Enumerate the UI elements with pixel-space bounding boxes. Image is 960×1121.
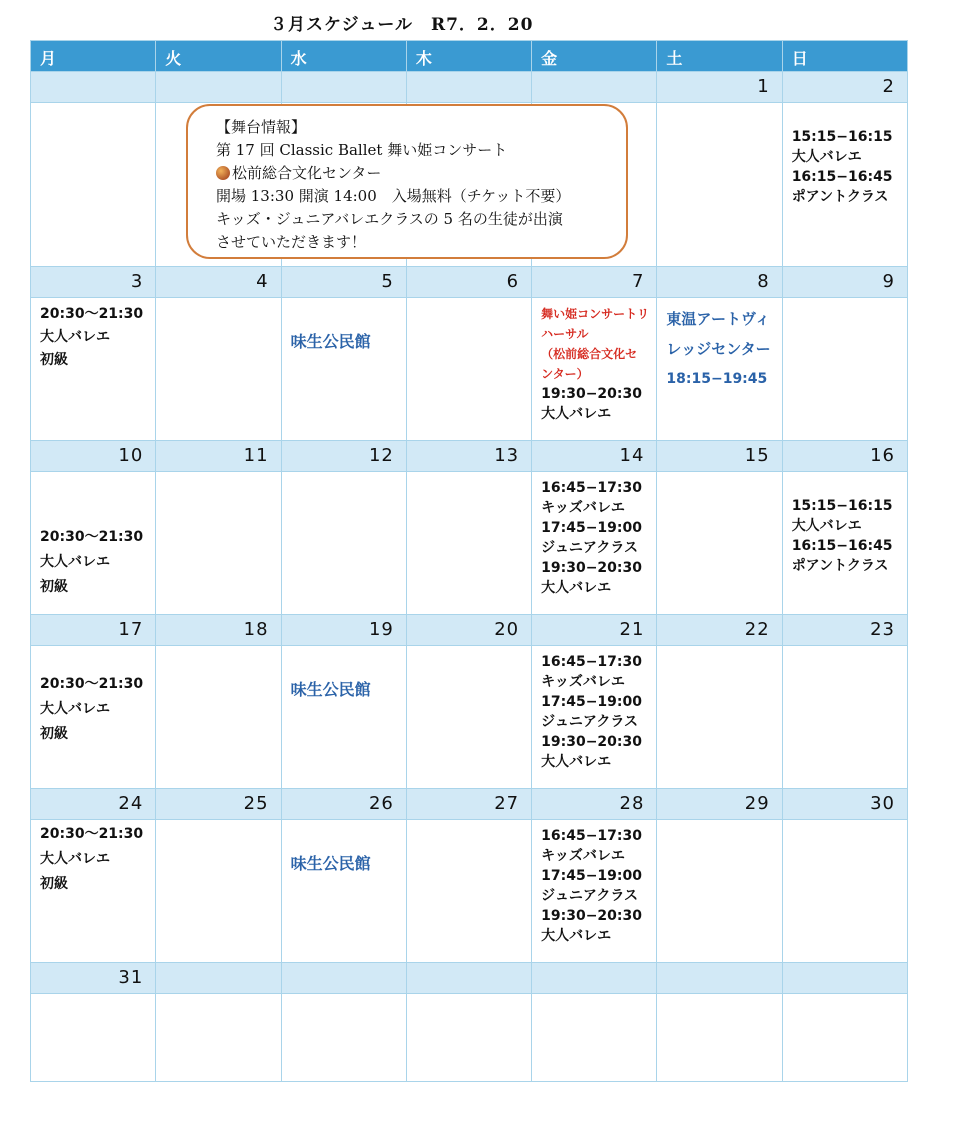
callout-venue: 松前総合文化センター: [232, 164, 382, 182]
date-row: [31, 441, 908, 472]
schedule-line: 舞い姫コンサートリ: [541, 307, 650, 321]
day-cell: [783, 472, 908, 615]
date-number: 25: [156, 789, 281, 820]
date-number: [282, 963, 407, 994]
date-number: 26: [282, 789, 407, 820]
weekday-wed: 水: [282, 41, 407, 72]
day-cell: [282, 646, 407, 789]
day-cell: [657, 646, 782, 789]
date-number: [532, 963, 657, 994]
schedule-line: レッジセンター: [666, 340, 771, 358]
schedule-line: 15:15−16:15: [791, 129, 893, 145]
date-number: [783, 963, 908, 994]
date-number: 24: [31, 789, 156, 820]
schedule-line: 18:15−19:45: [666, 371, 768, 387]
schedule-line: 大人バレエ: [40, 701, 110, 717]
schedule-line: 19:30−20:30: [541, 734, 642, 750]
schedule-line: 16:15−16:45: [791, 169, 893, 185]
schedule-line: 15:15−16:15: [791, 498, 893, 514]
day-cell: [31, 298, 156, 441]
schedule-row: [31, 298, 908, 441]
day-cell: [532, 472, 657, 615]
date-number: [156, 963, 281, 994]
day-cell: [282, 820, 407, 963]
date-number: [532, 72, 657, 103]
schedule-line: 19:30−20:30: [541, 560, 642, 576]
weekday-sun: 日: [783, 41, 908, 72]
globe-icon: [216, 166, 230, 180]
day-cell: [156, 472, 281, 615]
date-number: 1: [657, 72, 782, 103]
schedule-line: 大人バレエ: [541, 406, 612, 422]
date-row: [31, 267, 908, 298]
date-number: [657, 963, 782, 994]
date-number: 3: [31, 267, 156, 298]
schedule-row: [31, 646, 908, 789]
schedule-line: ジュニアクラス: [541, 888, 639, 904]
schedule-line: 初級: [40, 876, 68, 892]
day-cell: [31, 820, 156, 963]
day-cell: [156, 298, 281, 441]
schedule-line: 東温アートヴィ: [666, 310, 771, 328]
weekday-fri: 金: [532, 41, 657, 72]
schedule-line: ポアントクラス: [791, 558, 889, 574]
day-cell: [783, 820, 908, 963]
day-cell: [532, 994, 657, 1082]
date-number: 12: [282, 441, 407, 472]
weekday-sat: 土: [657, 41, 782, 72]
day-cell: [31, 994, 156, 1082]
callout-closing: させていただきます！: [216, 233, 367, 251]
stage-info-callout: [186, 104, 628, 259]
weekday-thu: 木: [407, 41, 532, 72]
schedule-row: [31, 472, 908, 615]
date-number: 18: [156, 615, 281, 646]
date-number: 22: [657, 615, 782, 646]
schedule-line: 20:30〜21:30: [40, 826, 144, 842]
schedule-line: キッズバレエ: [541, 500, 625, 516]
schedule-line: 17:45−19:00: [541, 694, 642, 710]
date-number: [31, 72, 156, 103]
schedule-line: 19:30−20:30: [541, 386, 642, 402]
date-number: 15: [657, 441, 782, 472]
schedule-row: [31, 994, 908, 1082]
schedule-line: 20:30〜21:30: [40, 306, 144, 322]
date-number: [407, 72, 532, 103]
date-number: 9: [783, 267, 908, 298]
date-number: 13: [407, 441, 532, 472]
date-number: 6: [407, 267, 532, 298]
callout-performers: キッズ・ジュニアバレエクラスの 5 名の生徒が出演: [216, 210, 563, 228]
schedule-line: 初級: [40, 726, 68, 742]
day-cell: [407, 820, 532, 963]
date-number: 2: [783, 72, 908, 103]
day-cell: [407, 994, 532, 1082]
page-title: ３月スケジュール R7．2．20: [270, 15, 534, 35]
date-number: 30: [783, 789, 908, 820]
weekday-mon: 月: [31, 41, 156, 72]
schedule-line: 大人バレエ: [791, 518, 862, 534]
date-row: [31, 789, 908, 820]
schedule-line: （松前総合文化セ: [541, 347, 638, 361]
day-cell: [532, 646, 657, 789]
day-cell: [31, 646, 156, 789]
day-cell: [657, 994, 782, 1082]
weekday-header-row: [31, 41, 908, 72]
weekday-tue: 火: [156, 41, 281, 72]
day-cell: [657, 298, 782, 441]
schedule-line: ハーサル: [541, 327, 589, 341]
date-number: 29: [657, 789, 782, 820]
date-number: [156, 72, 281, 103]
day-cell: [783, 646, 908, 789]
date-number: 20: [407, 615, 532, 646]
schedule-line: 大人バレエ: [40, 851, 110, 867]
schedule-line: 20:30〜21:30: [40, 529, 144, 545]
date-number: 5: [282, 267, 407, 298]
schedule-line: 大人バレエ: [791, 149, 862, 165]
schedule-line: キッズバレエ: [541, 674, 625, 690]
callout-concert-name: 第 17 回 Classic Ballet 舞い姫コンサート: [216, 141, 508, 159]
callout-venue-line: [216, 162, 614, 185]
day-cell: [156, 646, 281, 789]
day-cell: [657, 472, 782, 615]
callout-times: 開場 13:30 開演 14:00 入場無料（チケット不要）: [216, 187, 571, 205]
day-cell: [532, 298, 657, 441]
schedule-line: 16:45−17:30: [541, 480, 642, 496]
date-row: [31, 72, 908, 103]
schedule-line: キッズバレエ: [541, 848, 625, 864]
date-number: 28: [532, 789, 657, 820]
date-number: 14: [532, 441, 657, 472]
schedule-line: 20:30〜21:30: [40, 676, 144, 692]
date-row: [31, 963, 908, 994]
callout-heading: 【舞台情報】: [216, 118, 307, 136]
date-number: 19: [282, 615, 407, 646]
schedule-line: 大人バレエ: [541, 580, 612, 596]
day-cell: [156, 994, 281, 1082]
schedule-line: 16:45−17:30: [541, 654, 642, 670]
day-cell: [282, 994, 407, 1082]
schedule-row: [31, 820, 908, 963]
day-cell: [407, 646, 532, 789]
schedule-line: ジュニアクラス: [541, 540, 639, 556]
date-number: 4: [156, 267, 281, 298]
date-number: 27: [407, 789, 532, 820]
schedule-line: ジュニアクラス: [541, 714, 639, 730]
day-cell: [532, 820, 657, 963]
schedule-line: 大人バレエ: [40, 554, 110, 570]
schedule-line: 味生公民館: [290, 680, 371, 699]
day-cell: [282, 298, 407, 441]
schedule-line: 大人バレエ: [541, 928, 612, 944]
schedule-line: 初級: [40, 579, 68, 595]
day-cell: [407, 298, 532, 441]
day-cell: [783, 994, 908, 1082]
day-cell: [783, 298, 908, 441]
schedule-line: ポアントクラス: [791, 189, 889, 205]
schedule-line: 16:45−17:30: [541, 828, 642, 844]
date-number: 10: [31, 441, 156, 472]
schedule-line: 16:15−16:45: [791, 538, 893, 554]
date-number: 8: [657, 267, 782, 298]
day-cell: [282, 472, 407, 615]
schedule-line: 大人バレエ: [40, 329, 110, 345]
day-cell: [31, 103, 156, 267]
day-cell: [657, 820, 782, 963]
day-cell: [783, 103, 908, 267]
date-row: [31, 615, 908, 646]
day-cell: [31, 472, 156, 615]
date-number: 23: [783, 615, 908, 646]
date-number: 7: [532, 267, 657, 298]
date-number: 17: [31, 615, 156, 646]
date-number: 31: [31, 963, 156, 994]
date-number: [407, 963, 532, 994]
schedule-line: 19:30−20:30: [541, 908, 642, 924]
schedule-line: 大人バレエ: [541, 754, 612, 770]
schedule-line: 17:45−19:00: [541, 520, 642, 536]
day-cell: [657, 103, 782, 267]
schedule-line: 17:45−19:00: [541, 868, 642, 884]
schedule-line: 初級: [40, 352, 68, 368]
schedule-line: 味生公民館: [290, 332, 371, 351]
day-cell: [156, 820, 281, 963]
day-cell: [407, 472, 532, 615]
date-number: 16: [783, 441, 908, 472]
schedule-line: ンター）: [541, 367, 589, 381]
date-number: 21: [532, 615, 657, 646]
schedule-line: 味生公民館: [290, 854, 371, 873]
date-number: 11: [156, 441, 281, 472]
date-number: [282, 72, 407, 103]
